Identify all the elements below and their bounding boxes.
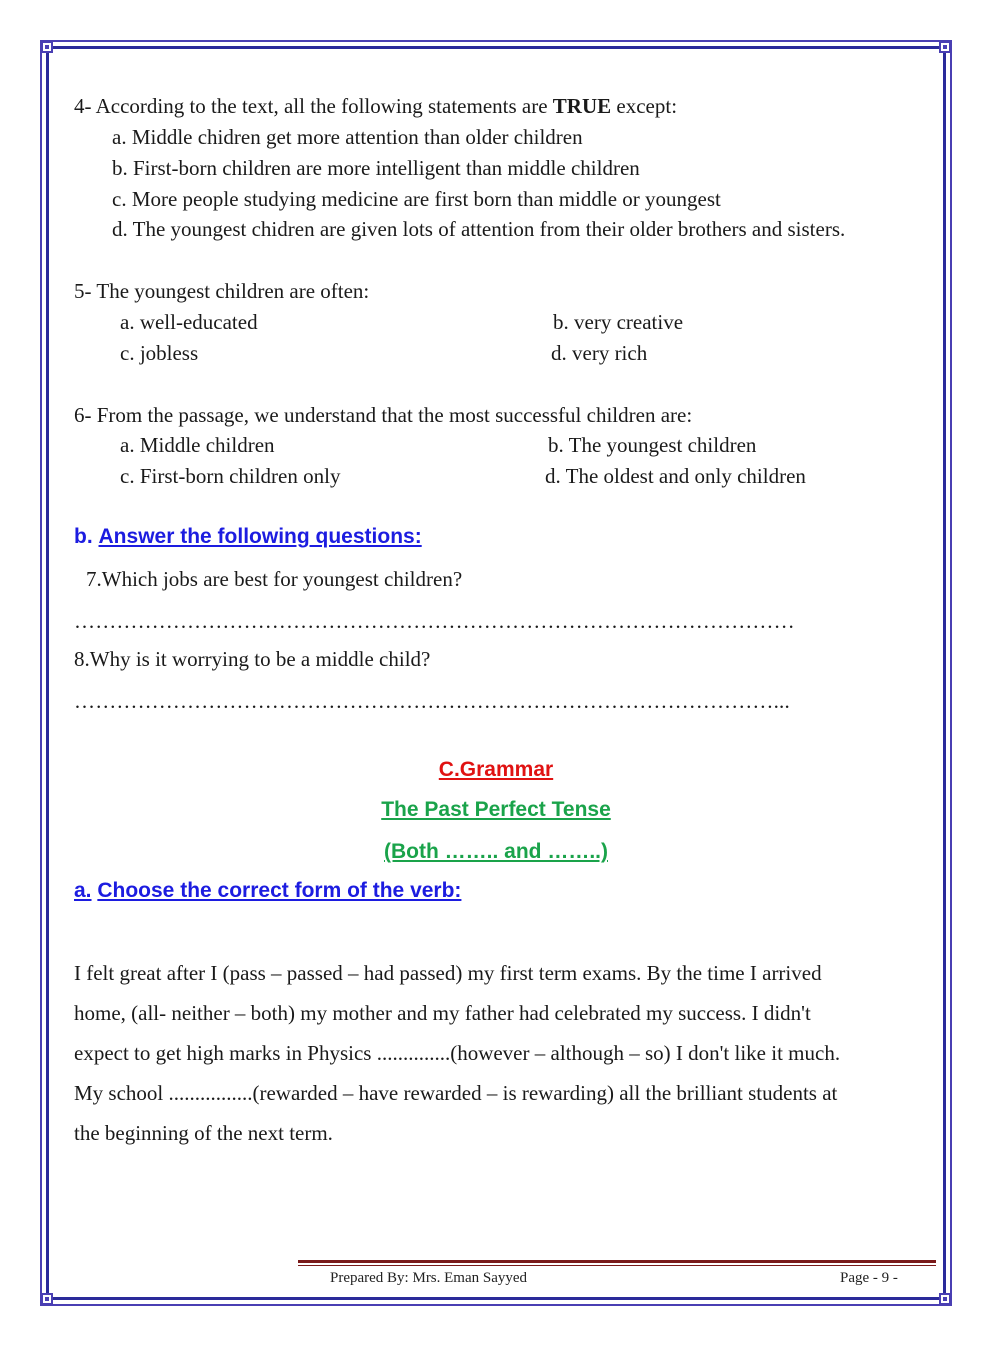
- question-4-option-a: a. Middle chidren get more attention than older children: [112, 125, 583, 149]
- grammar-passage-line: I felt great after I (pass – passed – had passed) my first term exams. By the time I arrived: [74, 961, 822, 985]
- question-6-stem: 6- From the passage, we understand that the most successful children are:: [74, 403, 693, 427]
- grammar-title-text: C.Grammar: [438, 758, 554, 781]
- corner-ornament-top-left: [41, 41, 53, 53]
- question-4-stem-text: 4- According to the text, all the following statements are: [74, 94, 553, 118]
- grammar-subtitle: [0, 797, 992, 823]
- question-5-option-d: d. very rich: [551, 341, 648, 365]
- footer-rule-thin: [298, 1265, 936, 1266]
- question-5-stem: 5- The youngest children are often:: [74, 279, 370, 303]
- grammar-subtitle-text: The Past Perfect Tense: [381, 798, 611, 821]
- question-5-option-a: a. well-educated: [120, 310, 258, 334]
- section-b-title: Answer the following questions:: [98, 525, 422, 548]
- question-5-option-c: c. jobless: [120, 341, 199, 365]
- grammar-passage: [74, 953, 934, 1153]
- footer-page-number: Page - 9 -: [840, 1270, 898, 1286]
- question-6-option-a: a. Middle children: [120, 433, 275, 457]
- grammar-subtitle-2: [0, 839, 992, 865]
- question-5-option-b: b. very creative: [553, 310, 684, 334]
- corner-ornament-top-right: [939, 41, 951, 53]
- question-4-stem: [74, 93, 677, 119]
- question-4-option-c: c. More people studying medicine are first born than middle or youngest: [112, 187, 721, 211]
- question-6-option-d: d. The oldest and only children: [545, 464, 806, 488]
- grammar-task-letter: a.: [74, 879, 92, 902]
- grammar-passage-line: home, (all- neither – both) my mother and my father had celebrated my success. I didn't: [74, 1001, 811, 1025]
- grammar-task-heading: [74, 878, 461, 904]
- footer-rule: [298, 1260, 936, 1263]
- grammar-passage-line: the beginning of the next term.: [74, 1121, 333, 1145]
- section-b-heading: [74, 524, 422, 550]
- grammar-passage-line: My school ................(rewarded – have rewarded – is rewarding) all the brilliant students at: [74, 1081, 838, 1105]
- question-4-option-d: d. The youngest chidren are given lots of attention from their older brothers and sisters.: [112, 217, 846, 241]
- corner-ornament-bottom-right: [939, 1293, 951, 1305]
- grammar-title: [0, 757, 992, 783]
- question-4-stem-end: except:: [611, 94, 678, 118]
- question-4-option-b: b. First-born children are more intelligent than middle children: [112, 156, 640, 180]
- question-7: 7.Which jobs are best for youngest children?: [86, 567, 463, 591]
- question-8: 8.Why is it worrying to be a middle child?: [74, 647, 431, 671]
- question-8-answer-line: ………………………………………………………………………………………...: [74, 689, 790, 713]
- corner-ornament-bottom-left: [41, 1293, 53, 1305]
- question-6-option-c: c. First-born children only: [120, 464, 341, 488]
- grammar-task-title: Choose the correct form of the verb:: [97, 879, 462, 902]
- footer-prepared-by: Prepared By: Mrs. Eman Sayyed: [330, 1270, 528, 1286]
- grammar-passage-line: expect to get high marks in Physics ..............(however – although – so) I don't like it much.: [74, 1041, 841, 1065]
- question-4-stem-emphasis: TRUE: [552, 94, 612, 118]
- grammar-subtitle-2-text: (Both …….. and ……..): [384, 840, 608, 863]
- section-b-letter: b.: [74, 525, 93, 548]
- question-6-option-b: b. The youngest children: [548, 433, 757, 457]
- question-7-answer-line: …………………………………………………………………………………………: [74, 609, 795, 633]
